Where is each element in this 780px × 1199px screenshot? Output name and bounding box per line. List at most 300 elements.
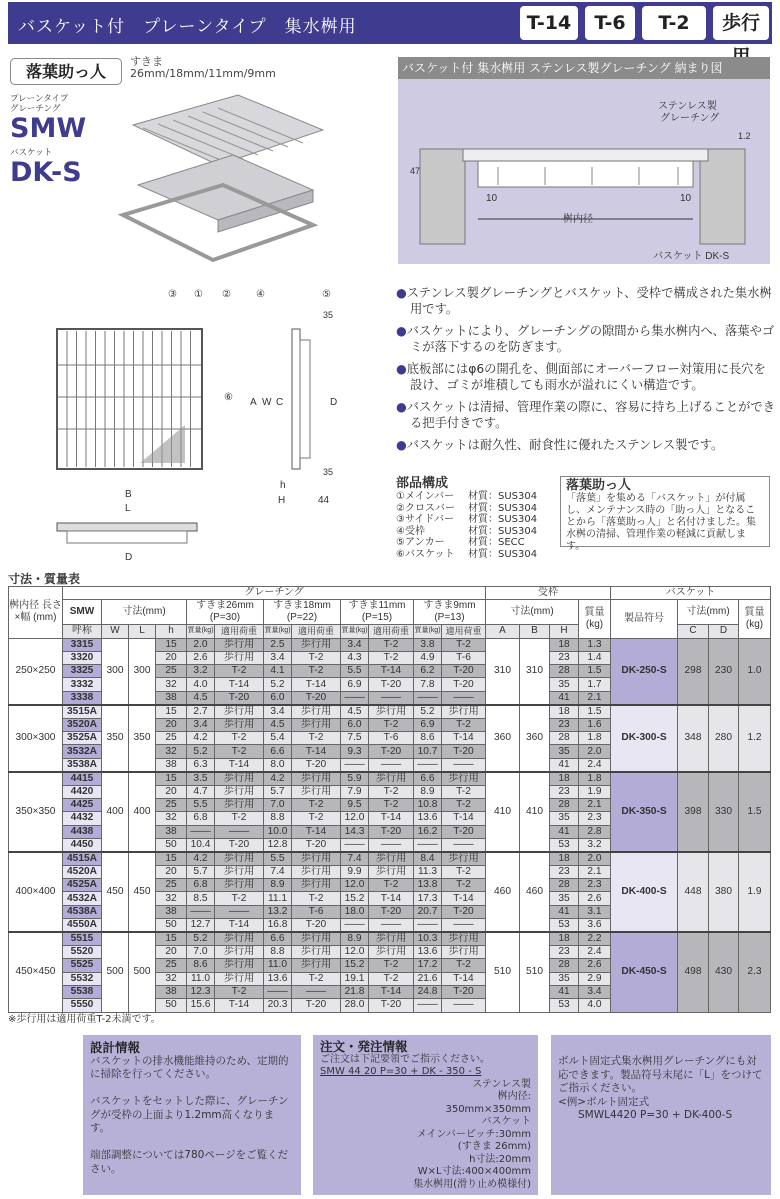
load-cell: 歩行用 <box>369 852 414 866</box>
mass-cell: 8.6 <box>414 732 442 745</box>
h-cell: 38 <box>156 985 187 998</box>
page-title: バスケット付 プレーンタイプ 集水桝用 <box>18 17 357 37</box>
mass-cell: 4.0 <box>187 678 215 691</box>
frame-mass-cell: 1.4 <box>579 651 611 664</box>
model-name-cell: 5515 <box>63 932 102 946</box>
load-cell: T-20 <box>292 999 341 1012</box>
col-c: C <box>678 625 709 638</box>
order-info-box <box>313 1035 538 1195</box>
frame-h-cell: 18 <box>550 852 579 866</box>
frame-h-cell: 28 <box>550 732 579 745</box>
order-legend-item: ステンレス製 <box>472 1078 531 1090</box>
mass-cell: 4.5 <box>341 705 369 719</box>
load-cell: T-2 <box>292 732 341 745</box>
load-cell: T-20 <box>292 838 341 852</box>
load-cell: 歩行用 <box>215 959 264 972</box>
load-cell: 歩行用 <box>292 705 341 719</box>
load-cell: T-14 <box>442 732 486 745</box>
col-frame-h: H <box>550 625 579 638</box>
mass-cell: 19.1 <box>341 972 369 985</box>
design-info-box <box>83 1035 301 1195</box>
col-load: 適用荷重 <box>215 625 264 638</box>
load-cell: T-2 <box>292 798 341 811</box>
col-gap9: すきま9mm (P=13) <box>414 600 486 625</box>
basket-code: DK-S <box>10 157 82 188</box>
load-cell: 歩行用 <box>442 705 486 719</box>
load-cell: 歩行用 <box>215 932 264 946</box>
load-cell: 歩行用 <box>292 932 341 946</box>
load-cell: —— <box>369 919 414 933</box>
mass-cell: 5.5 <box>264 852 292 866</box>
frame-mass-cell: 3.6 <box>579 919 611 933</box>
basket-c-cell: 398 <box>678 772 709 852</box>
frame-h-cell: 23 <box>550 785 579 798</box>
feature-item: ● バスケットは清掃、管理作業の際に、容易に持ち上げることができる把手付きです。 <box>396 399 776 431</box>
load-cell: T-2 <box>215 892 264 905</box>
mass-cell: 5.7 <box>264 785 292 798</box>
frame-mass-cell: 2.3 <box>579 812 611 825</box>
mass-cell: 5.2 <box>187 932 215 946</box>
load-cell: T-20 <box>292 691 341 705</box>
b-cell: 510 <box>520 932 550 1012</box>
frame-mass-cell: 2.8 <box>579 825 611 838</box>
load-cell: T-20 <box>369 825 414 838</box>
frame-h-cell: 28 <box>550 798 579 811</box>
h-cell: 38 <box>156 825 187 838</box>
load-cell: T-2 <box>369 718 414 731</box>
dim-10-left: 10 <box>486 193 498 204</box>
load-cell: T-2 <box>442 865 486 878</box>
grating-code: SMW <box>10 113 87 144</box>
mass-cell: 24.8 <box>414 985 442 998</box>
mass-cell: 17.2 <box>414 959 442 972</box>
basket-mass-cell: 1.5 <box>739 772 771 852</box>
mass-cell: 8.4 <box>414 852 442 866</box>
mass-cell: 7.8 <box>414 678 442 691</box>
col-w: W <box>102 625 129 638</box>
dim-47: 47 <box>410 166 421 176</box>
b-cell: 360 <box>520 705 550 772</box>
mass-cell: 21.6 <box>414 972 442 985</box>
mass-cell: 4.9 <box>414 651 442 664</box>
frame-h-cell: 18 <box>550 772 579 786</box>
load-cell: T-2 <box>369 972 414 985</box>
load-cell: —— <box>442 691 486 705</box>
load-cell: T-2 <box>369 785 414 798</box>
part-material: 材質：SUS304 <box>468 502 538 514</box>
mass-cell: 7.0 <box>264 798 292 811</box>
load-cell: —— <box>442 919 486 933</box>
order-legend-item: (すきま 26mm) <box>457 1141 531 1152</box>
load-cell: T-2 <box>442 718 486 731</box>
b-cell: 310 <box>520 638 550 705</box>
load-cell: T-20 <box>292 758 341 772</box>
model-name-cell: 4520A <box>63 865 102 878</box>
mass-cell: —— <box>341 691 369 705</box>
mass-cell: 7.9 <box>341 785 369 798</box>
col-mass: 質量(kg) <box>414 625 442 638</box>
load-cell: 歩行用 <box>369 772 414 786</box>
gap-values: 26mm/18mm/11mm/9mm <box>130 67 276 80</box>
mass-cell: 17.3 <box>414 892 442 905</box>
load-cell: —— <box>369 758 414 772</box>
inner-size-cell: 450×450 <box>9 932 63 1012</box>
dim-h: H <box>278 495 286 506</box>
load-cell: T-2 <box>369 879 414 892</box>
load-cell: T-14 <box>442 892 486 905</box>
model-name-cell: 3320 <box>63 651 102 664</box>
feature-item: ● バスケットは耐久性、耐食性に優れたステンレス製です。 <box>396 437 776 453</box>
frame-h-cell: 41 <box>550 758 579 772</box>
h-cell: 25 <box>156 798 187 811</box>
col-gap26: すきま26mm (P=30) <box>187 600 264 625</box>
inner-size-cell: 350×350 <box>9 772 63 852</box>
model-name-cell: 5538 <box>63 985 102 998</box>
frame-h-cell: 53 <box>550 999 579 1012</box>
mass-cell: 5.4 <box>264 732 292 745</box>
part-item <box>396 537 537 549</box>
load-cell: T-2 <box>292 665 341 678</box>
mass-cell: 6.6 <box>264 745 292 758</box>
load-cell: T-6 <box>442 651 486 664</box>
load-cell: T-2 <box>442 798 486 811</box>
h-cell: 15 <box>156 932 187 946</box>
load-cell: T-20 <box>369 999 414 1012</box>
frame-h-cell: 35 <box>550 678 579 691</box>
load-cell: T-2 <box>215 665 264 678</box>
mass-cell: 10.4 <box>187 838 215 852</box>
l-cell: 300 <box>129 638 156 705</box>
mass-cell: 6.3 <box>187 758 215 772</box>
basket-c-cell: 298 <box>678 638 709 705</box>
order-legend-item: W×L寸法:400×400mm <box>417 1166 531 1177</box>
h-cell: 25 <box>156 732 187 745</box>
col-d: D <box>709 625 739 638</box>
table-title: 寸法・質量表 <box>8 572 81 586</box>
load-cell: 歩行用 <box>215 638 264 651</box>
part-material: 材質：SUS304 <box>468 525 538 537</box>
col-a: A <box>486 625 520 638</box>
model-name-cell: 5550 <box>63 999 102 1012</box>
frame-h-cell: 35 <box>550 892 579 905</box>
load-cell: T-20 <box>215 838 264 852</box>
load-cell: —— <box>292 985 341 998</box>
mass-cell: 16.2 <box>414 825 442 838</box>
a-cell: 460 <box>486 852 520 932</box>
mass-cell: 3.4 <box>264 705 292 719</box>
basket-code-cell: DK-400-S <box>611 852 678 932</box>
load-cell: T-2 <box>215 745 264 758</box>
basket-d-cell: 380 <box>709 852 739 932</box>
frame-mass-cell: 2.2 <box>579 932 611 946</box>
h-cell: 25 <box>156 959 187 972</box>
col-inner-size: 桝内径 長さ×幅 (mm) <box>9 587 63 639</box>
model-name-cell: 4438 <box>63 825 102 838</box>
mass-cell: 5.2 <box>187 745 215 758</box>
grating-sub: プレーンタイプ <box>10 94 69 104</box>
load-cell: 歩行用 <box>215 785 264 798</box>
bolt-info-box <box>551 1035 771 1195</box>
part-material: 材質：SUS304 <box>468 514 538 525</box>
frame-h-cell: 53 <box>550 838 579 852</box>
order-legend-item: h寸法:20mm <box>469 1153 531 1165</box>
col-load: 適用荷重 <box>369 625 414 638</box>
h-cell: 20 <box>156 865 187 878</box>
part-name: ②クロスバー <box>396 502 455 514</box>
mass-cell: 18.0 <box>341 905 369 918</box>
mass-cell: 3.4 <box>187 718 215 731</box>
section-title: バスケット付 集水桝用 ステンレス製グレーチング 納まり図 <box>398 57 770 79</box>
mass-cell: 4.1 <box>264 665 292 678</box>
frame-mass-cell: 2.1 <box>579 865 611 878</box>
mass-cell: 3.5 <box>187 772 215 786</box>
load-cell: T-20 <box>369 905 414 918</box>
mass-cell: 5.5 <box>187 798 215 811</box>
mass-cell: 15.2 <box>341 959 369 972</box>
order-legend-item: 集水桝用(滑り止め模様付) <box>413 1178 531 1190</box>
frame-h-cell: 53 <box>550 919 579 933</box>
frame-h-cell: 28 <box>550 959 579 972</box>
model-name-cell: 4550A <box>63 919 102 933</box>
basket-c-cell: 498 <box>678 932 709 1012</box>
col-frame-dim: 寸法(mm) <box>486 600 579 625</box>
part-item <box>396 491 537 503</box>
mass-cell: 8.9 <box>341 932 369 946</box>
load-cell: T-2 <box>215 732 264 745</box>
design-text-2: バスケットをセットした際に、グレーチングが受枠の上面より1.2mm高くなります。 <box>90 1095 289 1134</box>
load-cell: —— <box>369 691 414 705</box>
mass-cell: 5.2 <box>264 678 292 691</box>
mass-cell: 6.9 <box>414 718 442 731</box>
model-name-cell: 3525A <box>63 732 102 745</box>
a-cell: 310 <box>486 638 520 705</box>
inner-size-cell: 400×400 <box>9 852 63 932</box>
h-cell: 25 <box>156 879 187 892</box>
frame-mass-cell: 2.4 <box>579 946 611 959</box>
mass-cell: 12.0 <box>341 879 369 892</box>
part-item <box>396 514 537 526</box>
mass-cell: 9.3 <box>341 745 369 758</box>
part-name: ④受枠 <box>396 525 425 537</box>
mass-cell: 8.8 <box>264 812 292 825</box>
table-note: ※歩行用は適用荷重T-2未満です。 <box>8 1014 161 1025</box>
col-gap11: すきま11mm (P=15) <box>341 600 414 625</box>
load-cell: 歩行用 <box>292 879 341 892</box>
load-cell: T-2 <box>442 638 486 651</box>
basket-c-cell: 348 <box>678 705 709 772</box>
order-title: 注文・発注情報 <box>320 1039 408 1054</box>
frame-h-cell: 18 <box>550 705 579 719</box>
dim-35-bottom: 35 <box>323 467 334 477</box>
model-name-cell: 5532 <box>63 972 102 985</box>
h-cell: 32 <box>156 745 187 758</box>
bolt-example-label: <例>ボルト固定式 <box>558 1095 650 1108</box>
load-cell: 歩行用 <box>292 638 341 651</box>
model-name-cell: 3315 <box>63 638 102 651</box>
mass-cell: 11.3 <box>414 865 442 878</box>
about-box <box>560 476 770 552</box>
w-cell: 450 <box>102 852 129 932</box>
model-name-cell: 4525A <box>63 879 102 892</box>
mass-cell: 13.6 <box>414 812 442 825</box>
col-load: 適用荷重 <box>292 625 341 638</box>
load-cell: 歩行用 <box>292 946 341 959</box>
basket-code-cell: DK-250-S <box>611 638 678 705</box>
mass-cell: 2.7 <box>187 705 215 719</box>
load-cell: 歩行用 <box>292 772 341 786</box>
col-frame-mass: 質量 (kg) <box>579 600 611 638</box>
load-cell: T-2 <box>369 638 414 651</box>
col-b: B <box>520 625 550 638</box>
mass-cell: —— <box>341 919 369 933</box>
load-cell: 歩行用 <box>215 972 264 985</box>
model-name-cell: 4538A <box>63 905 102 918</box>
mass-cell: 13.8 <box>414 879 442 892</box>
product-photo <box>118 90 328 270</box>
h-cell: 50 <box>156 999 187 1012</box>
load-cell: —— <box>442 758 486 772</box>
frame-mass-cell: 1.3 <box>579 638 611 651</box>
load-cell: T-14 <box>215 999 264 1012</box>
b-cell: 410 <box>520 772 550 852</box>
mass-cell: 5.2 <box>414 705 442 719</box>
load-cell: 歩行用 <box>292 959 341 972</box>
order-legend-item: メインバーピッチ:30mm <box>416 1128 531 1140</box>
dim-a: A <box>250 397 257 408</box>
mass-cell: 6.2 <box>414 665 442 678</box>
mass-cell: 7.4 <box>341 852 369 866</box>
mass-cell: 8.5 <box>187 892 215 905</box>
col-basket-mass: 質量 (kg) <box>739 600 771 638</box>
frame-mass-cell: 2.3 <box>579 879 611 892</box>
parts-list <box>396 476 537 560</box>
load-cell: —— <box>442 999 486 1012</box>
frame-mass-cell: 2.6 <box>579 959 611 972</box>
basket-mass-cell: 1.2 <box>739 705 771 772</box>
basket-dk-s-label: バスケット DK-S <box>653 251 730 262</box>
mass-cell: 20.3 <box>264 999 292 1012</box>
load-cell: T-2 <box>215 985 264 998</box>
grating-label2: グレーチング <box>660 113 720 124</box>
col-name: 呼称 <box>63 625 102 638</box>
part-name: ⑥バスケット <box>396 548 455 560</box>
grating-label: ステンレス製 <box>658 101 717 112</box>
inner-diameter-label: 桝内径 <box>563 214 593 225</box>
load-cell: 歩行用 <box>292 865 341 878</box>
frame-mass-cell: 4.0 <box>579 999 611 1012</box>
model-name-cell: 4432 <box>63 812 102 825</box>
frame-mass-cell: 1.7 <box>579 678 611 691</box>
l-cell: 400 <box>129 772 156 852</box>
mass-cell: 21.8 <box>341 985 369 998</box>
table-row <box>9 638 771 651</box>
about-title: 落葉助っ人 <box>566 478 632 493</box>
frame-h-cell: 18 <box>550 638 579 651</box>
mass-cell: 4.2 <box>187 852 215 866</box>
l-cell: 450 <box>129 852 156 932</box>
a-cell: 510 <box>486 932 520 1012</box>
mass-cell: 2.0 <box>187 638 215 651</box>
about-text: 「落葉」を集める「バスケット」が付属し、メンテナンス時の「助っ人」となることから「落葉助っ人」と名付けました。集水桝の清掃、管理作業の軽減に貢献します。 <box>566 493 756 552</box>
load-cell: T-2 <box>442 785 486 798</box>
part-material: 材質：SECC <box>468 537 525 548</box>
load-cell: 歩行用 <box>292 785 341 798</box>
load-cell: 歩行用 <box>442 772 486 786</box>
callout-4: ④ <box>256 289 265 300</box>
load-cell: T-14 <box>442 972 486 985</box>
part-item <box>396 503 537 515</box>
mass-cell: 14.3 <box>341 825 369 838</box>
load-cell: —— <box>215 905 264 918</box>
model-name-cell: 3325 <box>63 665 102 678</box>
basket-d-cell: 330 <box>709 772 739 852</box>
h-cell: 32 <box>156 812 187 825</box>
basket-mass-cell: 1.9 <box>739 852 771 932</box>
mass-cell: 5.9 <box>341 772 369 786</box>
h-cell: 32 <box>156 678 187 691</box>
mass-cell: —— <box>414 838 442 852</box>
h-cell: 20 <box>156 651 187 664</box>
mass-cell: 6.6 <box>414 772 442 786</box>
mass-cell: 2.5 <box>264 638 292 651</box>
a-cell: 360 <box>486 705 520 772</box>
dim-44: 44 <box>318 495 330 506</box>
model-name-cell: 5525 <box>63 959 102 972</box>
mass-cell: 6.0 <box>264 691 292 705</box>
load-cell: 歩行用 <box>215 798 264 811</box>
mass-cell: —— <box>414 691 442 705</box>
frame-h-cell: 41 <box>550 691 579 705</box>
callout-6: ⑥ <box>224 392 233 403</box>
mass-cell: 10.8 <box>414 798 442 811</box>
a-cell: 410 <box>486 772 520 852</box>
load-cell: 歩行用 <box>442 946 486 959</box>
col-gap18: すきま18mm (P=22) <box>264 600 341 625</box>
load-cell: T-14 <box>215 678 264 691</box>
mass-cell: 6.6 <box>264 932 292 946</box>
model-name-cell: 3538A <box>63 758 102 772</box>
frame-h-cell: 41 <box>550 985 579 998</box>
mass-cell: 15.6 <box>187 999 215 1012</box>
h-cell: 32 <box>156 892 187 905</box>
frame-h-cell: 28 <box>550 879 579 892</box>
load-cell: T-2 <box>442 879 486 892</box>
frame-mass-cell: 1.5 <box>579 705 611 719</box>
frame-h-cell: 23 <box>550 718 579 731</box>
load-cell: T-2 <box>369 651 414 664</box>
col-l: L <box>129 625 156 638</box>
frame-h-cell: 18 <box>550 932 579 946</box>
load-cell: —— <box>215 825 264 838</box>
load-cell: T-20 <box>215 691 264 705</box>
col-h: h <box>156 625 187 638</box>
mass-cell: 6.8 <box>187 879 215 892</box>
load-cell: T-20 <box>369 678 414 691</box>
load-cell: T-14 <box>442 812 486 825</box>
col-smw: SMW <box>63 600 102 625</box>
dim-l: L <box>125 503 131 514</box>
mass-cell: 3.4 <box>341 638 369 651</box>
mass-cell: 12.3 <box>187 985 215 998</box>
w-cell: 300 <box>102 638 129 705</box>
mass-cell: 5.7 <box>187 865 215 878</box>
frame-h-cell: 28 <box>550 665 579 678</box>
model-name-cell: 5520 <box>63 946 102 959</box>
basket-c-cell: 448 <box>678 852 709 932</box>
frame-mass-cell: 2.0 <box>579 852 611 866</box>
load-cell: T-14 <box>292 678 341 691</box>
mass-cell: 4.2 <box>264 772 292 786</box>
